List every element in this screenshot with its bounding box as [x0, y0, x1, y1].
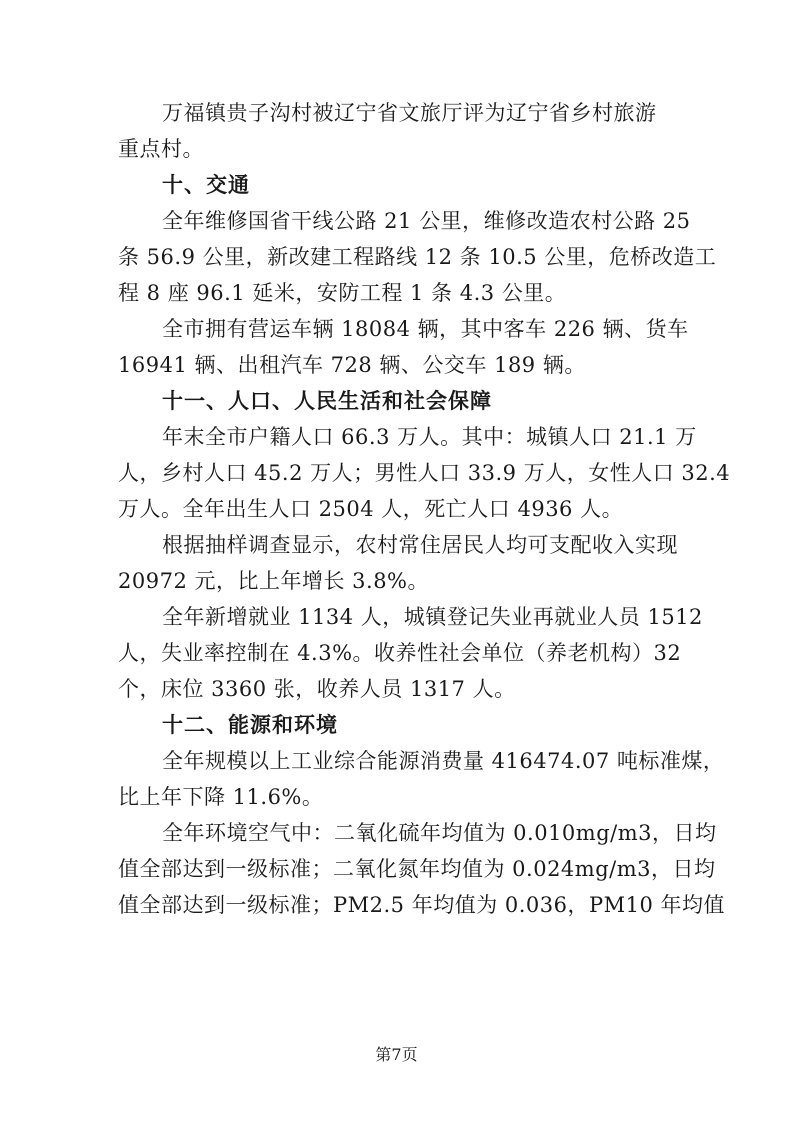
section-heading-population: 十一、人口、人民生活和社会保障: [162, 389, 492, 413]
paragraph-line: 人，失业率控制在 4.3%。收养性社会单位（养老机构）32: [118, 641, 682, 665]
paragraph-line: 比上年下降 11.6%。: [118, 785, 324, 809]
paragraph-line: 全市拥有营运车辆 18084 辆，其中客车 226 辆、货车: [162, 317, 689, 341]
paragraph-line: 程 8 座 96.1 延米，安防工程 1 条 4.3 公里。: [118, 281, 567, 305]
section-heading-transport: 十、交通: [162, 173, 250, 197]
paragraph-line: 全年规模以上工业综合能源消费量 416474.07 吨标准煤，: [162, 749, 725, 773]
paragraph-line: 重点村。: [118, 137, 204, 161]
paragraph-line: 人，乡村人口 45.2 万人；男性人口 33.9 万人，女性人口 32.4: [118, 461, 731, 485]
paragraph-line: 根据抽样调查显示，农村常住居民人均可支配收入实现: [162, 533, 678, 557]
paragraph-line: 年末全市户籍人口 66.3 万人。其中：城镇人口 21.1 万: [162, 425, 697, 449]
paragraph-line: 个，床位 3360 张，收养人员 1317 人。: [118, 677, 516, 701]
paragraph-line: 全年新增就业 1134 人，城镇登记失业再就业人员 1512: [162, 605, 703, 629]
paragraph-line: 值全部达到一级标准；二氧化氮年均值为 0.024mg/m3，日均: [118, 857, 716, 881]
paragraph-line: 条 56.9 公里，新改建工程路线 12 条 10.5 公里，危桥改造工: [118, 245, 717, 269]
paragraph-line: 全年维修国省干线公路 21 公里，维修改造农村公路 25: [162, 209, 691, 233]
paragraph-line: 万人。全年出生人口 2504 人，死亡人口 4936 人。: [118, 497, 624, 521]
page-number: 第7页: [375, 1045, 418, 1064]
section-heading-energy: 十二、能源和环境: [162, 713, 338, 737]
paragraph-line: 20972 元，比上年增长 3.8%。: [118, 569, 430, 593]
paragraph-line: 值全部达到一级标准；PM2.5 年均值为 0.036，PM10 年均值: [118, 893, 726, 917]
paragraph-line: 16941 辆、出租汽车 728 辆、公交车 189 辆。: [118, 353, 586, 377]
document-body: [118, 101, 731, 929]
paragraph-line: 万福镇贵子沟村被辽宁省文旅厅评为辽宁省乡村旅游: [162, 101, 657, 125]
paragraph-line: 全年环境空气中：二氧化硫年均值为 0.010mg/m3，日均: [162, 821, 717, 845]
